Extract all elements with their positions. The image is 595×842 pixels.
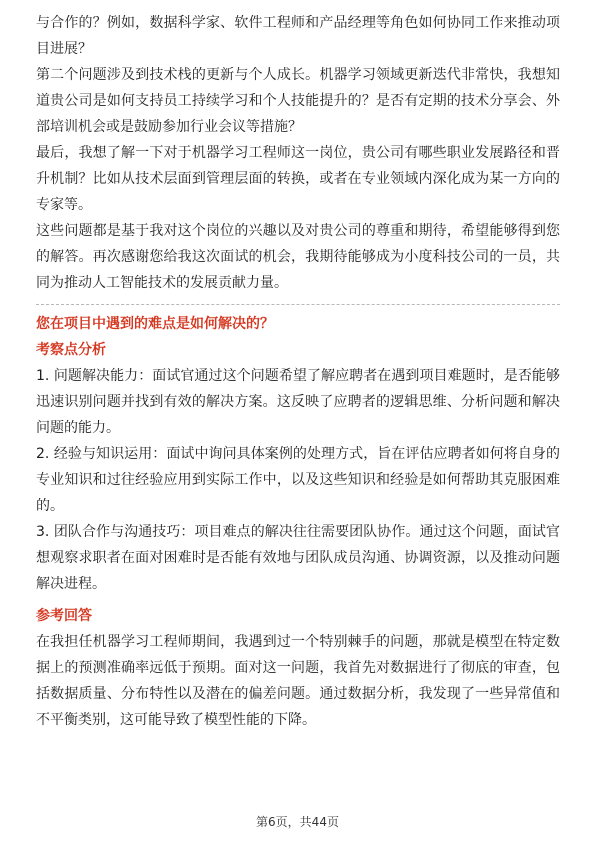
analysis-item-1: 1. 问题解决能力：面试官通过这个问题希望了解应聘者在遇到项目难题时，是否能够迅速识别问题并找到有效的解决方案。这反映了应聘者的逻辑思维、分析问题和解决问题的能力。 xyxy=(36,368,560,436)
question-heading: 您在项目中遇到的难点是如何解决的？ xyxy=(36,316,274,332)
answer-title: 参考回答 xyxy=(36,608,92,624)
intro-paragraph-2: 第二个问题涉及到技术栈的更新与个人成长。机器学习领域更新迭代非常快，我想知道贵公司是如何支持员工持续学习和个人技能提升的？是否有定期的技术分享会、外部培训机会或是鼓励参加行业会议等措施？ xyxy=(36,67,560,135)
analysis-title: 考察点分析 xyxy=(36,342,106,358)
analysis-item-3: 3. 团队合作与沟通技巧：项目难点的解决往往需要团队协作。通过这个问题，面试官想观察求职者在面对困难时是否能有效地与团队成员沟通、协调资源，以及推动问题解决进程。 xyxy=(36,524,560,592)
intro-paragraph-3: 最后，我想了解一下对于机器学习工程师这一岗位，贵公司有哪些职业发展路径和晋升机制？比如从技术层面到管理层面的转换，或者在专业领域内深化成为某一方向的专家等。 xyxy=(36,145,560,213)
page-content xyxy=(36,10,560,733)
answer-text: 在我担任机器学习工程师期间，我遇到过一个特别棘手的问题，那就是模型在特定数据上的预测准确率远低于预期。面对这一问题，我首先对数据进行了彻底的审查，包括数据质量、分布特性以及潜在的偏差问题。通过数据分析，我发现了一些异常值和不平衡类别，这可能导致了模型性能的下降。 xyxy=(36,634,560,728)
page-number-footer: 第6页，共44页 xyxy=(256,815,339,829)
intro-paragraph-4: 这些问题都是基于我对这个岗位的兴趣以及对贵公司的尊重和期待，希望能够得到您的解答。再次感谢您给我这次面试的机会，我期待能够成为小度科技公司的一员，共同为推动人工智能技术的发展贡献力量。 xyxy=(36,223,560,291)
section-divider xyxy=(36,304,560,305)
intro-paragraph-1: 与合作的？例如，数据科学家、软件工程师和产品经理等角色如何协同工作来推动项目进展？ xyxy=(36,15,560,57)
analysis-item-2: 2. 经验与知识运用：面试中询问具体案例的处理方式，旨在评估应聘者如何将自身的专业知识和过往经验应用到实际工作中，以及这些知识和经验是如何帮助其克服困难的。 xyxy=(36,446,560,514)
